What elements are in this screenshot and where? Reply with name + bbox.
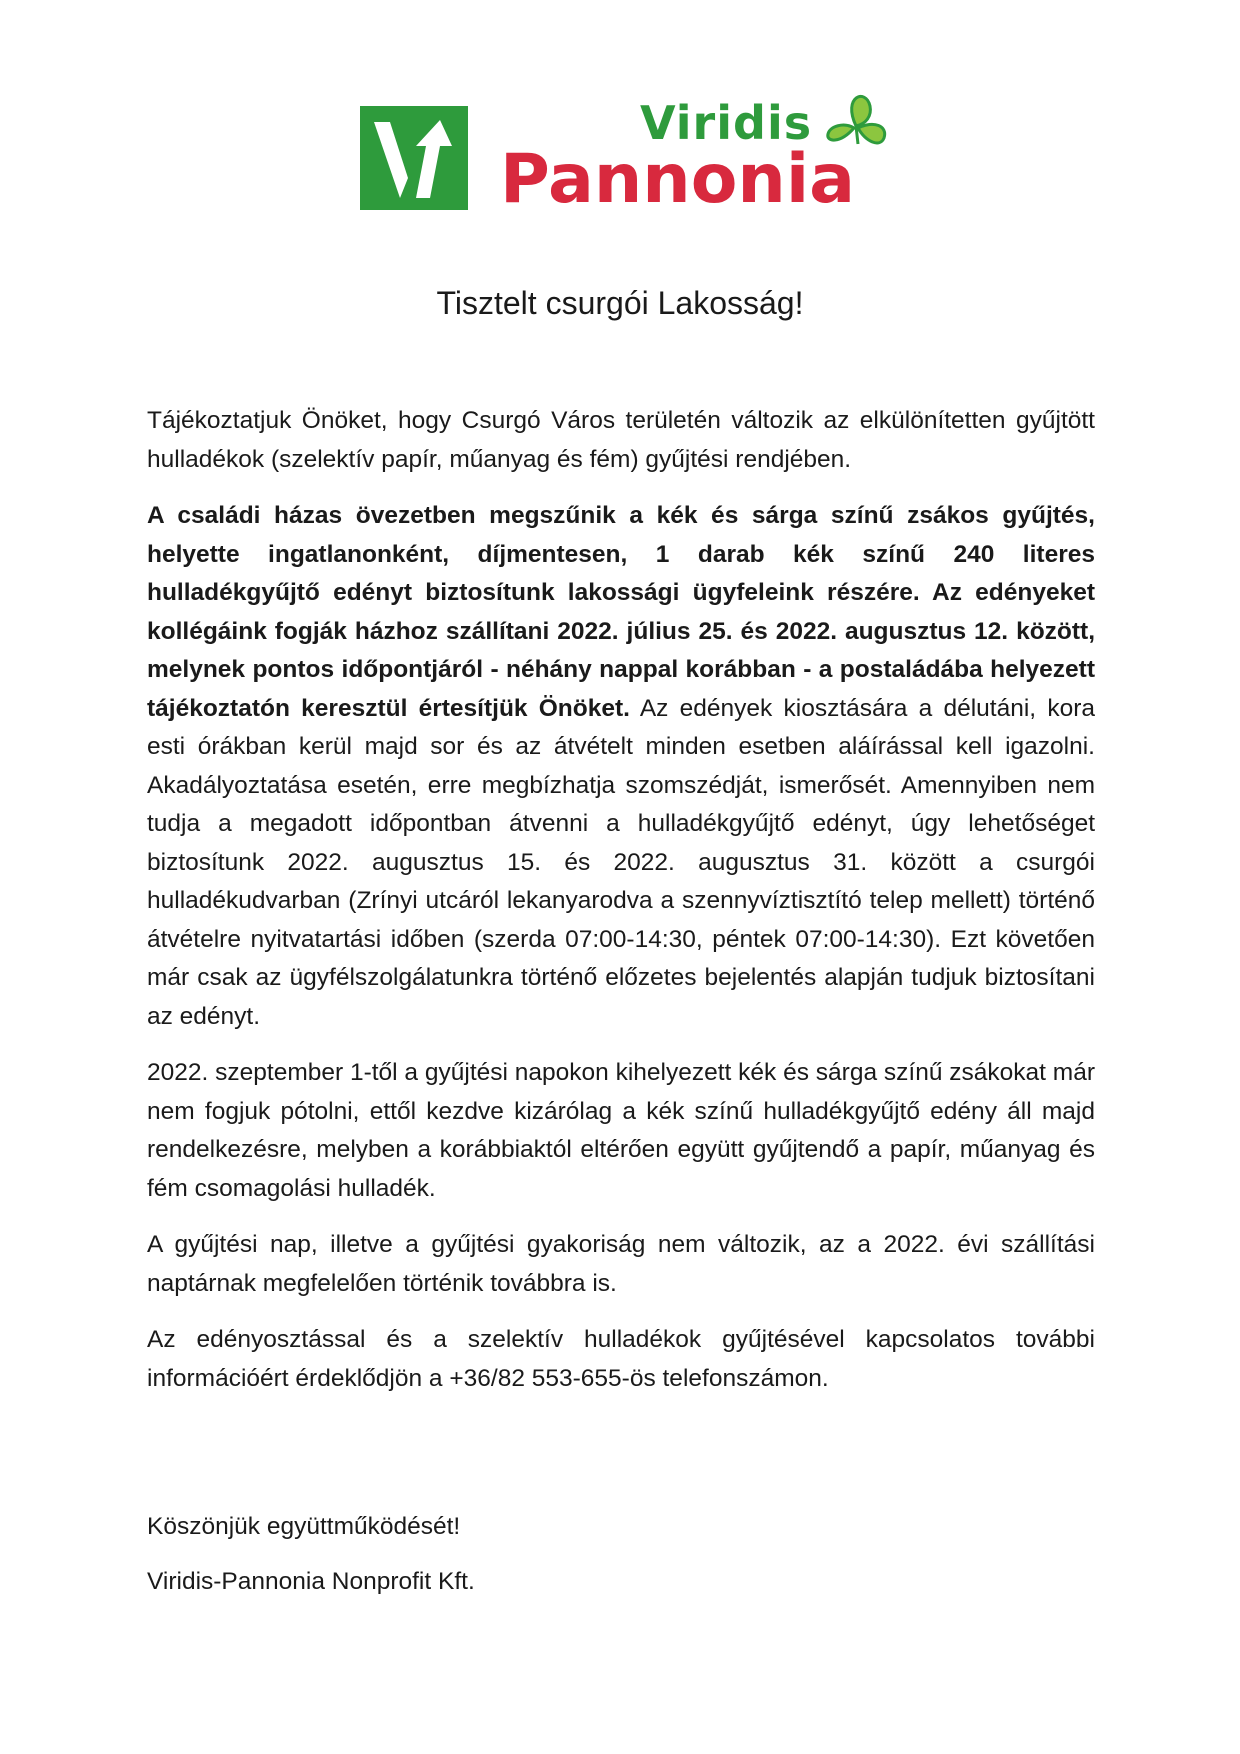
signature-line: Viridis-Pannonia Nonprofit Kft. — [147, 1568, 475, 1595]
green-square-arrow-logo-icon — [360, 106, 468, 210]
green-butterfly-icon — [822, 86, 892, 150]
logo-word-pannonia: Pannonia — [500, 140, 856, 219]
logo-word-viridis: Viridis — [640, 96, 813, 150]
salutation-heading: Tisztelt csurgói Lakosság! — [436, 285, 804, 321]
paragraph-bin-distribution — [147, 497, 1095, 1036]
paragraph-schedule-unchanged: A gyűjtési nap, illetve a gyűjtési gyakoriság nem változik, az a 2022. évi szállítási naptárnak megfelelően történik továbbra is. — [147, 1231, 1095, 1297]
paragraph-bags-discontinued: 2022. szeptember 1-től a gyűjtési napokon kihelyezett kék és sárga színű zsákokat már nem fogjuk pótolni, ettől kezdve kizárólag a kék színű hulladékgyűjtő edény áll majd rendelkezésre, melyben a korábbiaktól eltérően együtt gyűjtendő a papír, műanyag és fém csomagolási hulladék. — [147, 1059, 1095, 1202]
letter-body — [147, 402, 1095, 1416]
closing-line: Köszönjük együttműködését! — [147, 1513, 461, 1540]
paragraph-intro: Tájékoztatjuk Önöket, hogy Csurgó Város területén változik az elkülönítetten gyűjtött hulladékok (szelektív papír, műanyag és fém) gyűjtési rendjében. — [147, 407, 1095, 473]
paragraph-bin-distribution-rest: Az edények kiosztására a délutáni, kora esti órákban kerül majd sor és az átvételt minden esetben aláírással kell igazolni. Akadályoztatása esetén, erre megbízhatja szomszédját, ismerősét. Amennyiben nem tudja a megadott időpontban átvenni a hulladékgyűjtő edényt, úgy lehetőséget biztosítunk 2022. augusztus 15. és 2022. augusztus 31. között a csurgói hulladékudvarban (Zrínyi utcáról lekanyarodva a szennyvíztisztító telep mellett) történő átvételre nyitvatartási időben (szerda 07:00-14:30, péntek 07:00-14:30). Ezt követően már csak az ügyfélszolgálatunkra történő előzetes bejelentés alapján tudjuk biztosítani az edényt. — [147, 694, 1095, 1030]
company-logo — [360, 96, 900, 226]
paragraph-bin-distribution-bold: A családi házas övezetben megszűnik a kék és sárga színű zsákos gyűjtés, helyette ingatlanonként, díjmentesen, 1 darab kék színű 240 literes hulladékgyűjtő edényt biztosítunk lakossági ügyfeleink részére. Az edényeket kollégáink fogják házhoz szállítani 2022. július 25. és 2022. augusztus 12. között, melynek pontos időpontjáról - néhány nappal korábban - a postaládába helyezett tájékoztatón keresztül értesítjük Önöket. — [147, 502, 1095, 722]
paragraph-contact-info: Az edényosztással és a szelektív hulladékok gyűjtésével kapcsolatos további információért érdeklődjön a +36/82 553-655-ös telefonszámon. — [147, 1326, 1095, 1392]
